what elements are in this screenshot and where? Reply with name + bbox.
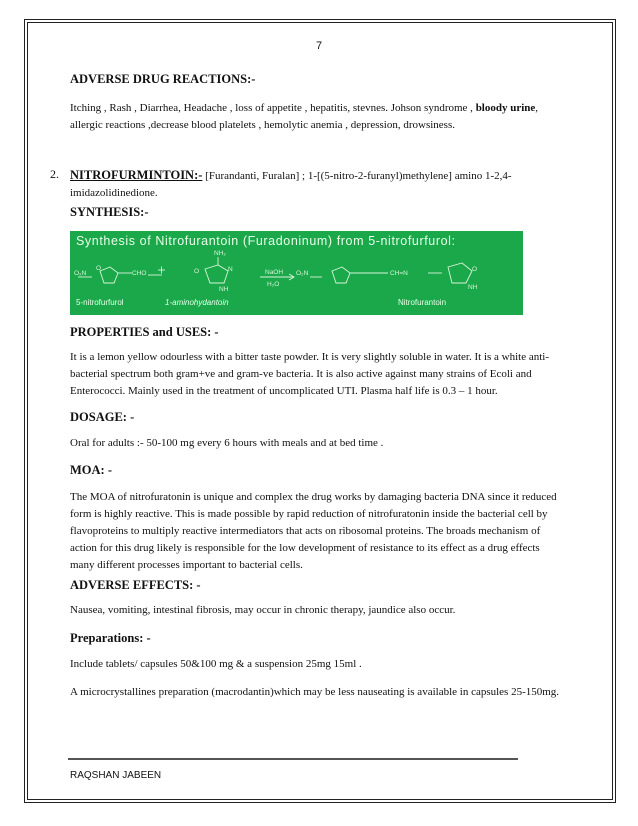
preparations-text-2: A microcrystallines preparation (macrodantin)which may be less nauseating is available in capsules 25-150mg.	[70, 686, 560, 698]
adverse-reactions-text	[70, 100, 560, 134]
furan-ring	[332, 267, 350, 283]
structure-atom-label: NH	[468, 284, 478, 291]
moa-heading: MOA: -	[70, 463, 112, 477]
structure-atom-label: NH	[219, 286, 229, 293]
structure-atom-label: CHO	[132, 270, 147, 277]
structure-atom-label: O₂N	[296, 270, 309, 277]
footer-divider	[68, 758, 518, 760]
hydantoin-ring	[448, 263, 472, 283]
synthesis-figure-title: Synthesis of Nitrofurantoin (Furadoninum) from 5-nitrofurfurol:	[76, 234, 456, 248]
preparations-heading: Preparations: -	[70, 631, 151, 645]
structure-atom-label: NH₂	[214, 250, 226, 257]
structure-atom-label: O	[194, 268, 200, 275]
synthesis-heading: SYNTHESIS:-	[70, 205, 149, 219]
nitrofurmintoin-title: NITROFURMINTOIN:-	[70, 168, 203, 182]
label-1-aminohydantoin: 1-aminohydantoin	[165, 298, 229, 307]
furan-ring	[100, 267, 118, 283]
label-nitrofurantoin: Nitrofurantoin	[398, 298, 447, 307]
adverse-reactions-text-before: Itching , Rash , Diarrhea, Headache , loss of appetite , hepatitis, stevnes. Johson syndrome ,	[70, 102, 473, 114]
reagent-bottom: H₂O	[267, 281, 280, 288]
adverse-reactions-heading: ADVERSE DRUG REACTIONS:-	[70, 72, 256, 86]
footer-author: RAQSHAN JABEEN	[70, 770, 162, 781]
moa-text: The MOA of nitrofuratonin is unique and complex the drug works by damaging bacteria DNA since it reduced form is highly reactive. This is made possible by rapid reduction of nitrofuratonin inside the bacterial cell by flavoproteins to multiply reactive intermediators that acts on ribosomal proteins. The broads mechanism of action for this drug likely is responsible for the low development of resistance to its effect as a drug effects many different processes important to bacterial cells.	[70, 491, 557, 571]
structure-atom-label: O	[472, 266, 478, 273]
dosage-heading: DOSAGE: -	[70, 410, 135, 424]
dosage-text: Oral for adults :- 50-100 mg every 6 hours with meals and at bed time .	[70, 437, 384, 449]
page-number: 7	[315, 40, 323, 52]
nitrofurmintoin-chem-name: [Furandanti, Furalan] ; 1-[(5-nitro-2-furanyl)methylene] amino 1-2,4-imidazolidinedione.	[70, 170, 512, 199]
adverse-effects-text: Nausea, vomiting, intestinal fibrosis, may occur in chronic therapy, jaundice also occur.	[70, 604, 456, 616]
bloody-urine-term: bloody urine	[475, 102, 536, 114]
structure-atom-label: O	[96, 265, 102, 272]
hydantoin-ring	[205, 265, 228, 283]
properties-text: It is a lemon yellow odourless with a bitter taste powder. It is very slightly soluble in water. It is a white anti-bacterial spectrum both gram+ve and gram-ve bacteria. It is also active against many strains of Ecoli and Enterococci. Mainly used in the treatment of uncomplicated UTI. Plasma half life is 0.3 – 1 hour.	[70, 351, 550, 397]
properties-heading: PROPERTIES and USES: -	[70, 325, 219, 339]
structure-atom-label: O₂N	[74, 270, 87, 277]
reagent-top: NaOH	[265, 269, 284, 276]
structure-atom-label: CH=N	[390, 270, 408, 277]
nitrofurmintoin-description	[70, 167, 560, 202]
item-number: 2.	[50, 167, 59, 181]
preparations-text-1: Include tablets/ capsules 50&100 mg & a suspension 25mg 15ml .	[70, 658, 362, 670]
synthesis-figure	[70, 231, 523, 315]
adverse-reactions-text-after: , allergic reactions ,decrease blood platelets , hemolytic anemia , depression, drowsiness.	[70, 102, 539, 131]
label-5-nitrofurfurol: 5-nitrofurfurol	[76, 298, 124, 307]
synthesis-structures	[70, 231, 523, 315]
adverse-effects-heading: ADVERSE EFFECTS: -	[70, 578, 201, 592]
structure-atom-label: N	[228, 266, 233, 273]
